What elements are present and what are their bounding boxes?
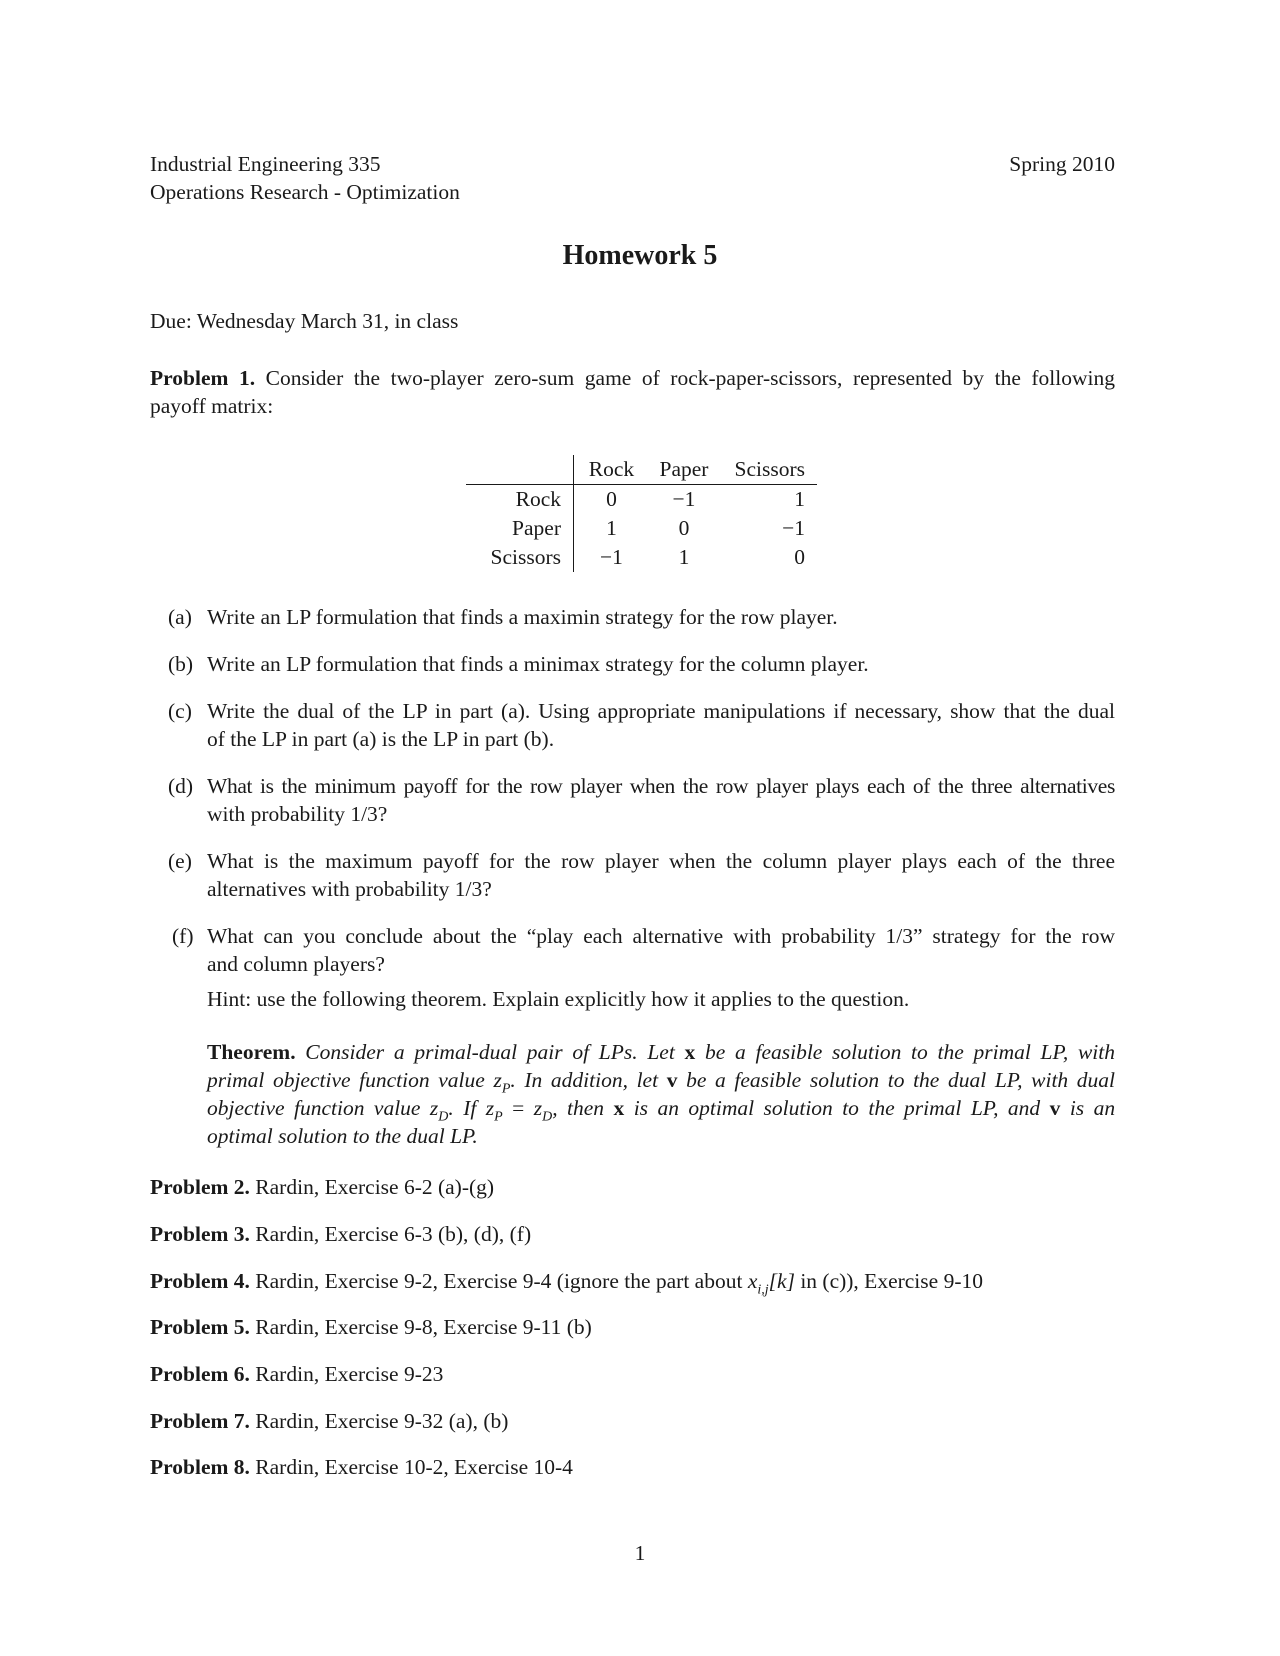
- theorem-line4: optimal solution to the dual LP.: [207, 1124, 478, 1148]
- payoff-cell: −1: [600, 545, 623, 569]
- theorem-eq-rhs: $z_D$: [533, 1096, 553, 1125]
- payoff-row: [466, 543, 817, 572]
- theorem-text: . If: [448, 1096, 477, 1120]
- theorem-text: primal objective function value: [207, 1068, 485, 1092]
- problem-item: [150, 1173, 494, 1201]
- payoff-row-header: Rock: [466, 485, 574, 515]
- payoff-row-header: Scissors: [466, 543, 574, 572]
- part-f-text-line1: What can you conclude about the “play each alternative with probability 1/3” strategy for the row: [207, 924, 1115, 948]
- part-d-text-line2: with probability 1/3?: [207, 802, 388, 826]
- payoff-corner: [466, 455, 574, 485]
- part-e-label: (e): [168, 849, 192, 873]
- problem-label: Problem 3.: [150, 1222, 250, 1246]
- theorem-text: . In addition, let: [510, 1068, 659, 1092]
- payoff-cell: 0: [794, 545, 805, 569]
- problem-1-intro-line1: Consider the two-player zero-sum game of rock-paper-scissors, represented by the following: [265, 366, 1115, 390]
- payoff-cell: 0: [678, 516, 690, 540]
- course-title: Industrial Engineering 335: [150, 152, 381, 176]
- problem-1-label: Problem 1.: [150, 366, 256, 390]
- payoff-col-header: Rock: [574, 455, 650, 485]
- theorem-text: be a feasible solution to the dual LP, with dual: [686, 1068, 1116, 1092]
- theorem-eq-lhs: $z_P$: [485, 1096, 503, 1125]
- problem-label: Problem 4.: [150, 1269, 250, 1293]
- theorem-text: objective function value: [207, 1096, 421, 1120]
- payoff-matrix: [466, 455, 817, 572]
- payoff-cell: 1: [678, 545, 690, 569]
- problem-item: [150, 1407, 508, 1435]
- part-a-label: (a): [168, 605, 192, 629]
- payoff-row: [466, 514, 817, 543]
- theorem-var-x: x: [613, 1096, 625, 1120]
- theorem-text: , then: [552, 1096, 605, 1120]
- problem-item: [150, 1313, 592, 1341]
- term: Spring 2010: [1009, 152, 1115, 176]
- problem-label: Problem 2.: [150, 1175, 250, 1199]
- problem-1-intro-line2: payoff matrix:: [150, 394, 274, 418]
- math-x-ij: $x_{i,j}$: [747, 1269, 769, 1298]
- part-f-hint: Hint: use the following theorem. Explain explicitly how it applies to the question.: [207, 987, 910, 1011]
- due-date: Due: Wednesday March 31, in class: [150, 309, 459, 333]
- payoff-row: [466, 485, 817, 515]
- theorem-var-v: v: [666, 1068, 678, 1092]
- part-c-text-line2: of the LP in part (a) is the LP in part (b).: [207, 727, 555, 751]
- theorem-var-x: x: [684, 1040, 696, 1064]
- part-e-text-line2: alternatives with probability 1/3?: [207, 877, 492, 901]
- part-b-text: Write an LP formulation that finds a minimax strategy for the column player.: [207, 652, 869, 676]
- payoff-col-header: Scissors: [719, 455, 817, 485]
- problem-text: Rardin, Exercise 9-23: [255, 1362, 444, 1386]
- course-subtitle: Operations Research - Optimization: [150, 180, 460, 204]
- problem-label: Problem 8.: [150, 1455, 250, 1479]
- part-f-label: (f): [172, 924, 194, 948]
- theorem-var-zp: $z_P$: [493, 1068, 511, 1097]
- theorem-line1: [207, 1038, 1115, 1066]
- part-e-text-line1: What is the maximum payoff for the row player when the column player plays each of the three: [207, 849, 1115, 873]
- part-c-label: (c): [168, 699, 192, 723]
- problem-text: in (c)), Exercise 9-10: [800, 1269, 983, 1293]
- problem-label: Problem 7.: [150, 1409, 250, 1433]
- problem-label: Problem 6.: [150, 1362, 250, 1386]
- payoff-cell: −1: [672, 487, 696, 511]
- part-c-text-line1: Write the dual of the LP in part (a). Using appropriate manipulations if necessary, show that the dual: [207, 699, 1115, 723]
- problem-item: [150, 1267, 983, 1304]
- theorem-var-v: v: [1049, 1096, 1061, 1120]
- problem-text: Rardin, Exercise 9-32 (a), (b): [255, 1409, 509, 1433]
- payoff-cell: 1: [606, 516, 617, 540]
- theorem-text: is an: [1069, 1096, 1116, 1120]
- problem-label: Problem 5.: [150, 1315, 250, 1339]
- page-title: Homework 5: [562, 240, 718, 271]
- problem-1-intro: [150, 364, 1115, 392]
- theorem-text: is an optimal solution to the primal LP, and: [633, 1096, 1041, 1120]
- payoff-cell: −1: [782, 516, 805, 540]
- part-d-label: (d): [168, 774, 194, 798]
- payoff-cell: 1: [794, 487, 805, 511]
- part-a-text: Write an LP formulation that finds a maximin strategy for the row player.: [207, 605, 838, 629]
- theorem-var-zd: $z_D$: [429, 1096, 449, 1125]
- theorem-text: be a feasible solution to the primal LP, with: [704, 1040, 1115, 1064]
- part-d-text-line1: What is the minimum payoff for the row player when the row player plays each of the three alternatives: [207, 774, 1115, 798]
- problem-text: Rardin, Exercise 9-8, Exercise 9-11 (b): [255, 1315, 592, 1339]
- problem-item: [150, 1453, 573, 1481]
- theorem-text: Consider a primal-dual pair of LPs. Let: [305, 1040, 675, 1064]
- theorem-equals: =: [512, 1096, 525, 1120]
- payoff-row-header: Paper: [466, 514, 574, 543]
- payoff-col-header: Paper: [649, 455, 719, 485]
- part-b-label: (b): [168, 652, 194, 676]
- problem-text: Rardin, Exercise 6-2 (a)-(g): [255, 1175, 495, 1199]
- problem-text: Rardin, Exercise 6-3 (b), (d), (f): [255, 1222, 532, 1246]
- payoff-header-row: [466, 455, 817, 485]
- problem-text: Rardin, Exercise 9-2, Exercise 9-4 (ignore the part about: [255, 1269, 743, 1293]
- page-number: 1: [634, 1541, 646, 1565]
- payoff-cell: 0: [606, 487, 617, 511]
- problem-text: Rardin, Exercise 10-2, Exercise 10-4: [255, 1455, 573, 1479]
- problem-item: [150, 1360, 443, 1388]
- theorem-label: Theorem.: [207, 1040, 296, 1064]
- part-f-text-line2: and column players?: [207, 952, 385, 976]
- problem-item: [150, 1220, 531, 1248]
- math-k: [k]: [768, 1269, 795, 1293]
